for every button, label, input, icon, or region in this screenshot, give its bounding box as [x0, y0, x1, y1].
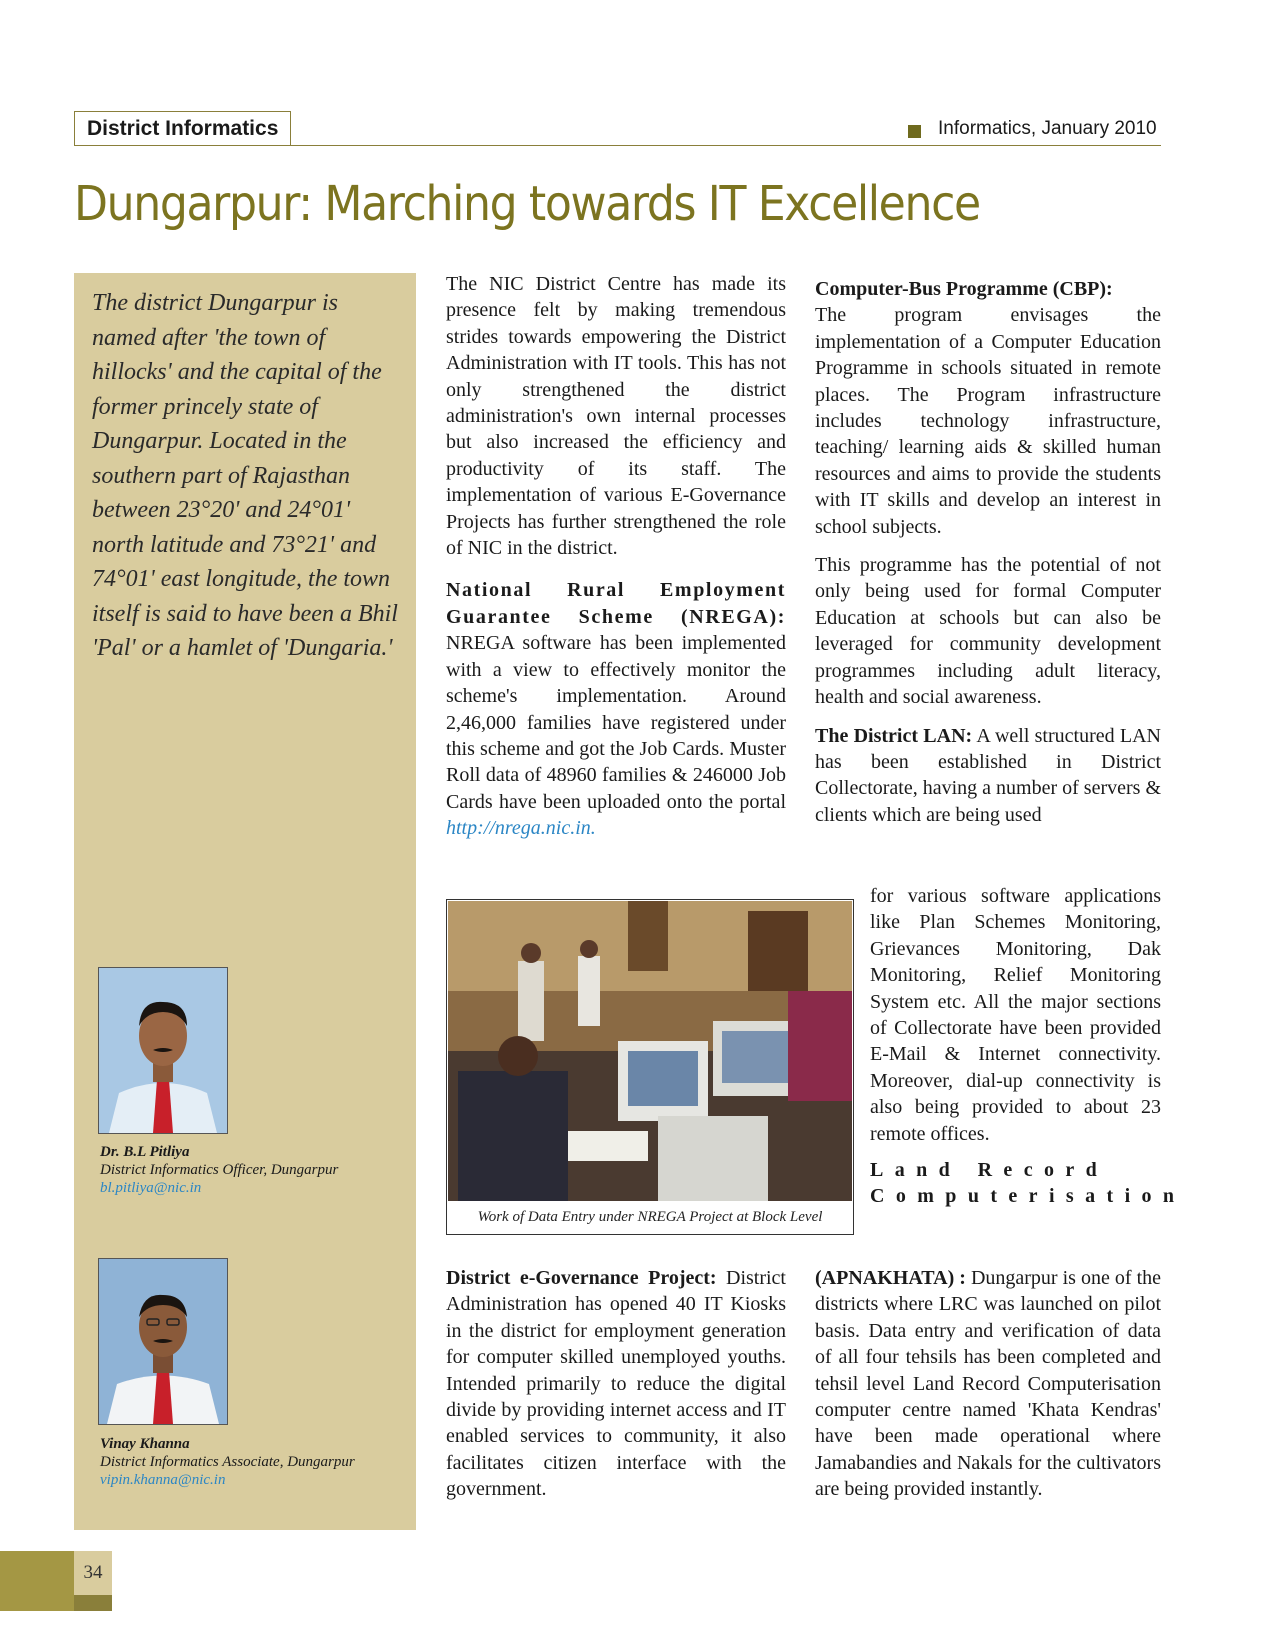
nrega-heading: National Rural Employment Guarantee Scheme (NREGA): [446, 579, 786, 628]
author-name: Vinay Khanna [100, 1436, 190, 1452]
section-label: District Informatics [74, 111, 291, 146]
nrega-link[interactable]: http://nrega.nic.in. [446, 817, 596, 840]
author-name: Dr. B.L Pitliya [100, 1144, 190, 1160]
lan-text-continued: for various software applications like Plan Schemes Monitoring, Grievances Monitoring, Dak Monitoring, Relief Monitoring System etc. All the major sections of Collectorate have been provided E-Mail & Internet connectivity. Moreover, dial-up connectivity is also being provided to about 23 remote offices. [870, 885, 1161, 1145]
page-number: 34 [83, 1562, 103, 1583]
column-right-wrap [870, 883, 1186, 1210]
egov-text: District Administration has opened 40 IT Kiosks in the district for employment generation for computer skilled unemployed youths. Intended primarily to reduce the digital divide by providing internet access and IT enabled services to community, it also facilitates citizen interface with the government. [446, 1267, 786, 1501]
lan-heading: The District LAN: [815, 724, 973, 747]
page-title: Dungarpur: Marching towards IT Excellence [74, 176, 980, 232]
lan-paragraph [815, 723, 1161, 829]
data-entry-photo [448, 901, 852, 1201]
column-right-top [815, 276, 1161, 828]
author-email: vipin.khanna@nic.in [100, 1472, 226, 1488]
lrc-heading: Land Record Computerisation [870, 1159, 1186, 1208]
cbp-heading: Computer-Bus Programme (CBP): [815, 278, 1113, 300]
footer-block [0, 1551, 74, 1611]
lan-text: A well structured LAN has been established in District Collectorate, having a number of servers & clients which are being used [815, 724, 1161, 826]
author-photo-1 [98, 967, 228, 1134]
egov-paragraph [446, 1265, 786, 1503]
issue-date: Informatics, January 2010 [938, 118, 1157, 139]
header-rule [74, 145, 1161, 146]
lrc-heading-tail: (APNAKHATA) : [815, 1267, 966, 1289]
column-middle-bottom [446, 1265, 786, 1515]
nrega-paragraph [446, 577, 786, 841]
egov-heading: District e-Governance Project: [446, 1267, 717, 1289]
lrc-paragraph [815, 1265, 1161, 1503]
figure-caption: Work of Data Entry under NREGA Project at Block Level [477, 1209, 823, 1225]
cbp-paragraph [815, 276, 1161, 540]
cbp-paragraph-2: This programme has the potential of not only being used for formal Computer Education at schools but can also be leveraged for community development programmes including adult literacy, health and social awareness. [815, 554, 1161, 709]
author-photo-2 [98, 1258, 228, 1425]
cbp-text: The program envisages the implementation of a Computer Education Programme in schools situated in remote places. The Program infrastructure includes technology infrastructure, teaching/ learning aids & skilled human resources and aims to provide the students with IT skills and develop an interest in school subjects. [815, 304, 1161, 538]
square-bullet-icon [908, 125, 921, 138]
nic-intro-paragraph: The NIC District Centre has made its presence felt by making tremendous strides towards empowering the District Administration with IT tools. This has not only strengthened the district administration's own internal processes but also increased the efficiency and productivity of its staff. The implementation of various E-Governance Projects has further strengthened the role of NIC in the district. [446, 273, 786, 560]
lrc-text: Dungarpur is one of the districts where LRC was launched on pilot basis. Data entry and verification of data of all four tehsils has been completed and tehsil level Land Record Computerisation computer centre named 'Khata Kendras' have been made operational where Jamabandies and Nakals for the cultivators are being provided instantly. [815, 1267, 1161, 1501]
author-credit-1 [100, 1143, 400, 1197]
author-credit-2 [100, 1435, 400, 1489]
column-right-bottom [815, 1265, 1161, 1515]
nrega-text: NREGA software has been implemented with a view to effectively monitor the scheme's implementation. Around 2,46,000 families have registered under this scheme and got the Job Cards. Muster Roll data of 48960 families & 246000 Job Cards have been uploaded onto the portal [446, 632, 786, 813]
column-middle-top [446, 271, 786, 854]
nrega-photo-figure [446, 899, 854, 1235]
author-role: District Informatics Officer, Dungarpur [100, 1162, 339, 1178]
author-email: bl.pitliya@nic.in [100, 1180, 202, 1196]
intro-text: The district Dungarpur is named after 'the town of hillocks' and the capital of the former princely state of Dungarpur. Located in the southern part of Rajasthan between 23°20' and 24°01' north latitude and 73°21' and 74°01' east longitude, the town itself is said to have been a Bhil 'Pal' or a hamlet of 'Dungaria.' [92, 290, 398, 661]
footer-strip [74, 1595, 112, 1611]
author-role: District Informatics Associate, Dungarpur [100, 1454, 355, 1470]
